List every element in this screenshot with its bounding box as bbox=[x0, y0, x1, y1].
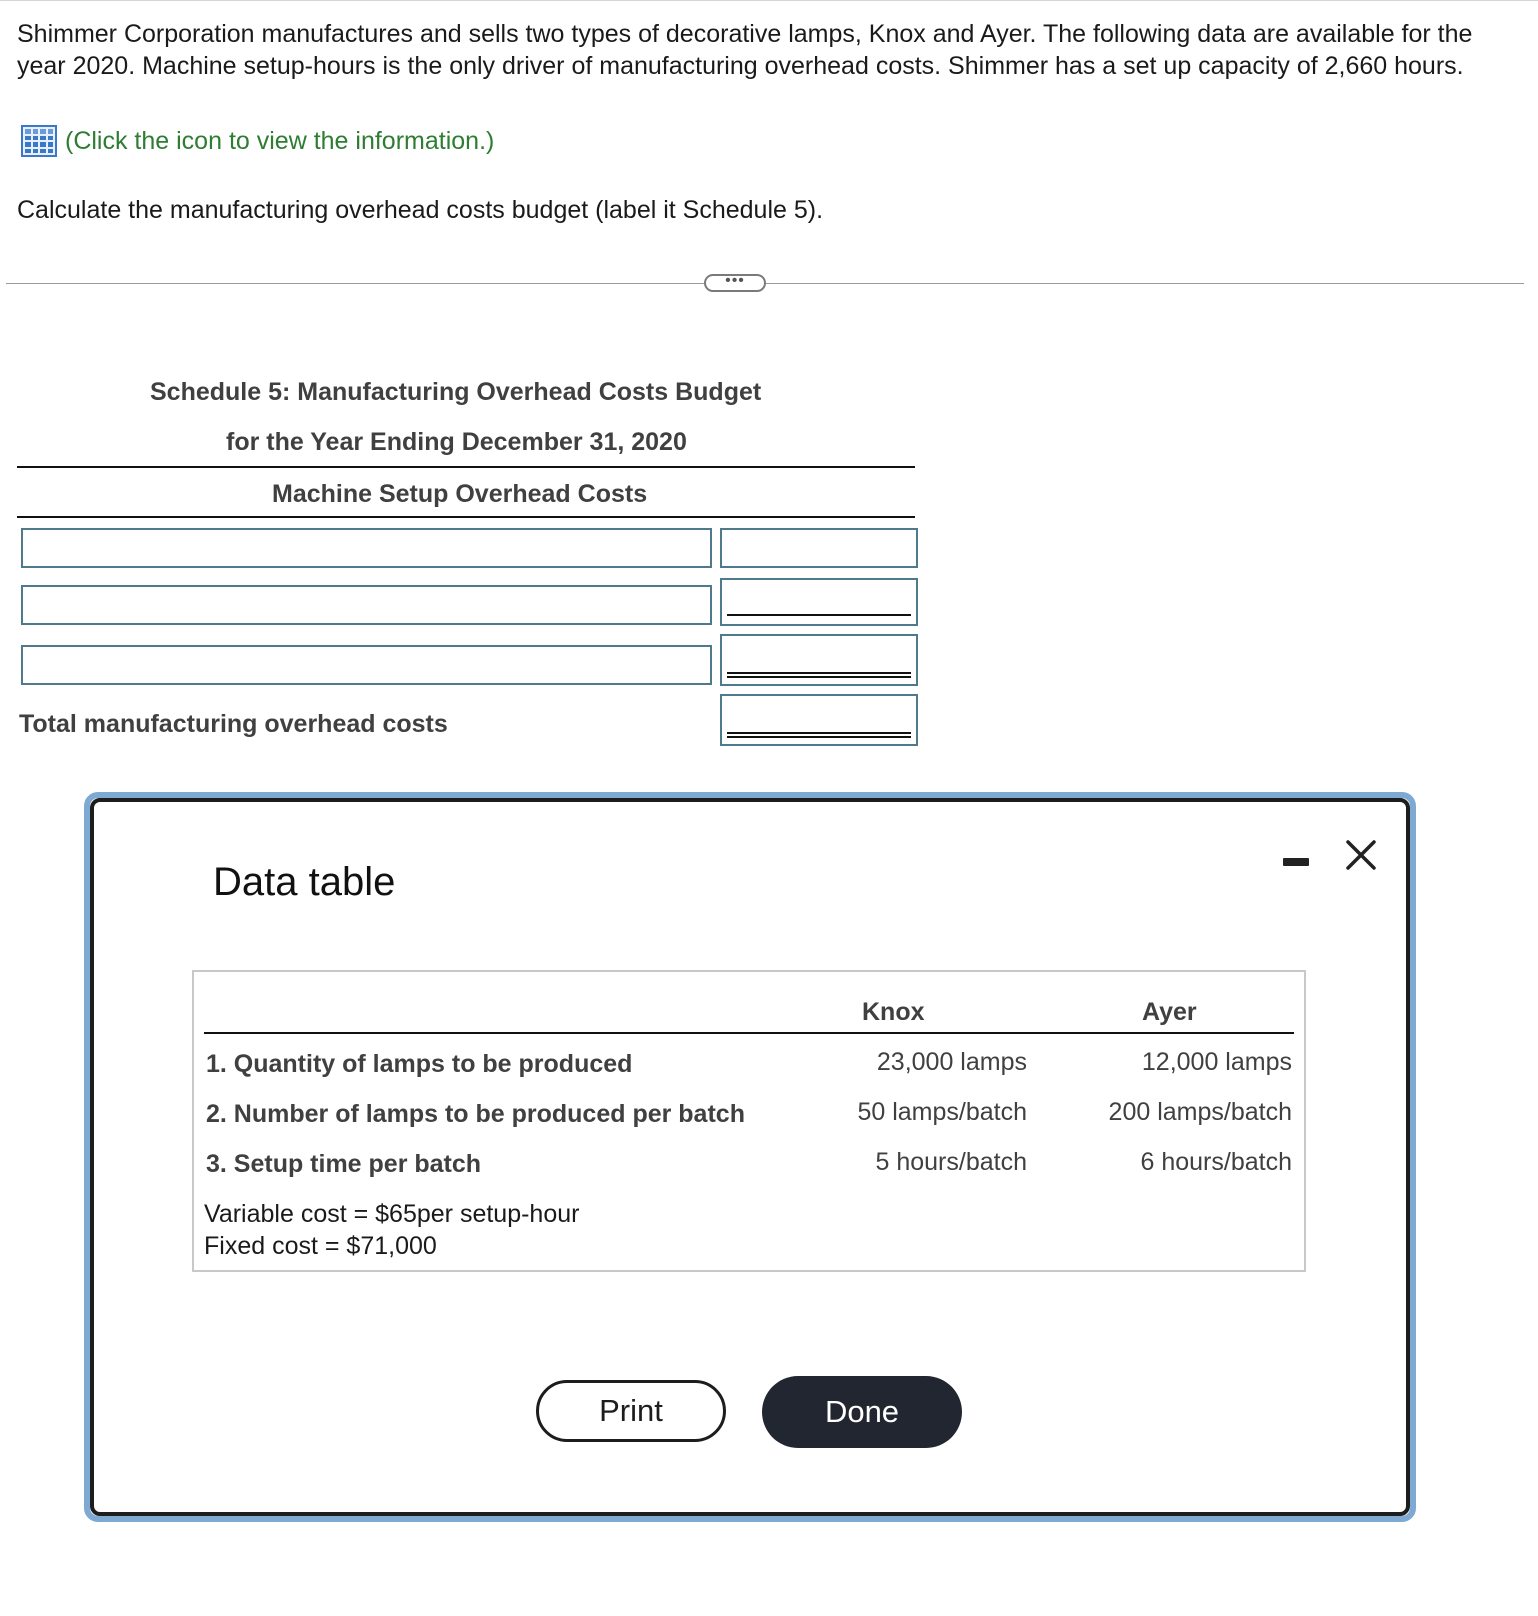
row2-subtotal-underline bbox=[727, 614, 911, 616]
row-label-lamps-per-batch: 2. Number of lamps to be produced per batch bbox=[206, 1100, 745, 1128]
expand-button[interactable]: ••• bbox=[704, 274, 766, 292]
row2-label-input[interactable] bbox=[21, 585, 712, 625]
done-button[interactable]: Done bbox=[762, 1376, 962, 1448]
fixed-cost-note: Fixed cost = $71,000 bbox=[204, 1232, 437, 1260]
info-link-text[interactable]: (Click the icon to view the information.) bbox=[65, 126, 495, 155]
print-button[interactable]: Print bbox=[536, 1380, 726, 1442]
cell-ayer-setup-time: 6 hours/batch bbox=[1140, 1148, 1292, 1176]
data-table bbox=[192, 970, 1306, 1272]
cell-ayer-quantity: 12,000 lamps bbox=[1141, 1048, 1292, 1076]
column-header-knox: Knox bbox=[862, 998, 925, 1026]
row-label-setup-time: 3. Setup time per batch bbox=[206, 1150, 482, 1178]
total-label: Total manufacturing overhead costs bbox=[19, 710, 448, 738]
top-border bbox=[0, 0, 1538, 1]
row-label-quantity: 1. Quantity of lamps to be produced bbox=[206, 1050, 633, 1078]
table-header-rule bbox=[204, 1032, 1294, 1034]
row3-double-underline bbox=[727, 672, 911, 678]
row1-label-input[interactable] bbox=[21, 528, 712, 568]
row3-amount-input[interactable] bbox=[720, 634, 918, 686]
minimize-icon[interactable] bbox=[1283, 856, 1315, 868]
schedule-title: Schedule 5: Manufacturing Overhead Costs Budget bbox=[150, 378, 762, 406]
table-grid-icon[interactable] bbox=[21, 125, 57, 157]
data-table-modal bbox=[84, 792, 1416, 1522]
total-amount-input[interactable] bbox=[720, 694, 918, 746]
cell-knox-quantity: 23,000 lamps bbox=[876, 1048, 1027, 1076]
modal-title: Data table bbox=[213, 860, 396, 904]
row3-label-input[interactable] bbox=[21, 645, 712, 685]
schedule-rule-section bbox=[17, 516, 915, 518]
cell-ayer-lamps-per-batch: 200 lamps/batch bbox=[1108, 1098, 1292, 1126]
column-header-ayer: Ayer bbox=[1142, 998, 1197, 1026]
total-double-underline bbox=[727, 732, 911, 738]
row2-amount-input[interactable] bbox=[720, 578, 918, 626]
variable-cost-note: Variable cost = $65per setup-hour bbox=[204, 1200, 580, 1228]
schedule-section-heading: Machine Setup Overhead Costs bbox=[272, 480, 648, 508]
instruction-text: Calculate the manufacturing overhead costs budget (label it Schedule 5). bbox=[17, 196, 824, 224]
cell-knox-setup-time: 5 hours/batch bbox=[875, 1148, 1027, 1176]
modal-panel bbox=[90, 798, 1410, 1516]
close-icon[interactable] bbox=[1344, 838, 1378, 872]
row1-amount-input[interactable] bbox=[720, 528, 918, 568]
schedule-subtitle: for the Year Ending December 31, 2020 bbox=[226, 428, 687, 456]
schedule-rule-top bbox=[17, 466, 915, 468]
question-text: Shimmer Corporation manufactures and sells two types of decorative lamps, Knox and Ayer. The following data are available for the year 2020. Machine setup-hours is the only driver of manufacturing overhead costs. Shimmer has a set up capacity of 2,660 hours. bbox=[17, 20, 1473, 80]
info-link[interactable] bbox=[21, 124, 494, 158]
cell-knox-lamps-per-batch: 50 lamps/batch bbox=[857, 1098, 1027, 1126]
